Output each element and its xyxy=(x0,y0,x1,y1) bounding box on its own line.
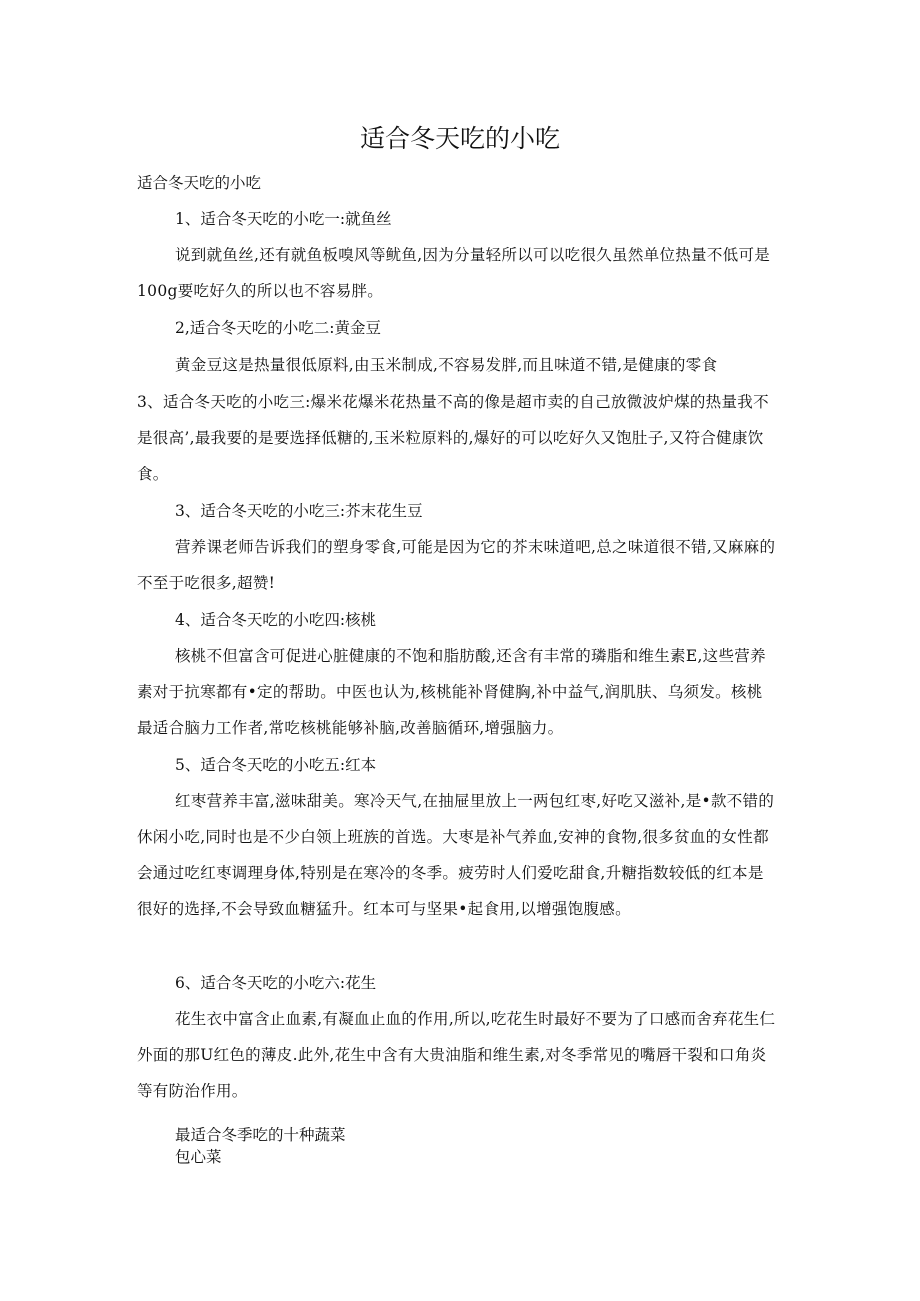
document-title: 适合冬天吃的小吃 xyxy=(359,124,560,153)
section-body-6: 花生衣中富含止血素,有凝血止血的作用,所以,吃花生时最好不要为了口感而舍弃花生仁外面的那U红色的薄皮.此外,花生中含有大贵油脂和维生素,对冬季常见的嘴唇干裂和口角炎等有防治作用。 xyxy=(137,1010,776,1100)
section-heading-1: 1、适合冬天吃的小吃一:就鱼丝 xyxy=(175,210,392,228)
footer-line-1: 最适合冬季吃的十种蔬菜 xyxy=(175,1126,346,1144)
section-body-1: 说到就鱼丝,还有就鱼板嗅风等鱿鱼,因为分量轻所以可以吃很久虽然单位热量不低可是100g要吃好久的所以也不容易胖。 xyxy=(137,246,771,300)
section-heading-5: 5、适合冬天吃的小吃五:红本 xyxy=(175,756,377,774)
footer-line-2: 包心菜 xyxy=(175,1148,222,1166)
section-heading-4: 4、适合冬天吃的小吃四:核桃 xyxy=(175,611,377,629)
section-heading-3: 3、适合冬天吃的小吃三:芥末花生豆 xyxy=(175,502,423,520)
section-body-5: 红枣营养丰富,滋味甜美。寒冷天气,在抽屉里放上一两包红枣,好吃又滋补,是•款不错的休闲小吃,同时也是不少白领上班族的首选。大枣是补气养血,安神的食物,很多贫血的女性都会通过吃红枣调理身体,特别是在寒冷的冬季。疲劳时人们爱吃甜食,升糖指数较低的红本是很好的选择,不会导致血糖猛升。红本可与坚果•起食用,以增强饱腹感。 xyxy=(137,792,775,918)
section-body-2: 黄金豆这是热量很低原料,由玉米制成,不容易发胖,而且味道不错,是健康的零食 xyxy=(175,356,718,374)
section-body-3: 营养课老师告诉我们的塑身零食,可能是因为它的芥末味道吧,总之味道很不错,又麻麻的不至于吃很多,超赞! xyxy=(137,538,776,592)
section-body-popcorn: 3、适合冬天吃的小吃三:爆米花爆米花热量不高的像是超市卖的自己放微波炉煤的热量我不是很高’,最我要的是要选择低糖的,玉米粒原料的,爆好的可以吃好久又饱肚子,又符合健康饮食。 xyxy=(137,393,769,483)
section-body-4: 核桃不但富含可促进心脏健康的不饱和脂肪酸,还含有丰常的璘脂和维生素E,这些营养素对于抗寒都有•定的帮助。中医也认为,核桃能补肾健胸,补中益气,润肌肤、乌须发。核桃最适合脑力工作者,常吃核桃能够补脑,改善脑循环,增强脑力。 xyxy=(137,647,766,737)
section-heading-6: 6、适合冬天吃的小吃六:花生 xyxy=(175,974,377,992)
document-subtitle: 适合冬天吃的小吃 xyxy=(137,174,262,192)
section-heading-2: 2,适合冬天吃的小吃二:黄金豆 xyxy=(175,319,382,337)
